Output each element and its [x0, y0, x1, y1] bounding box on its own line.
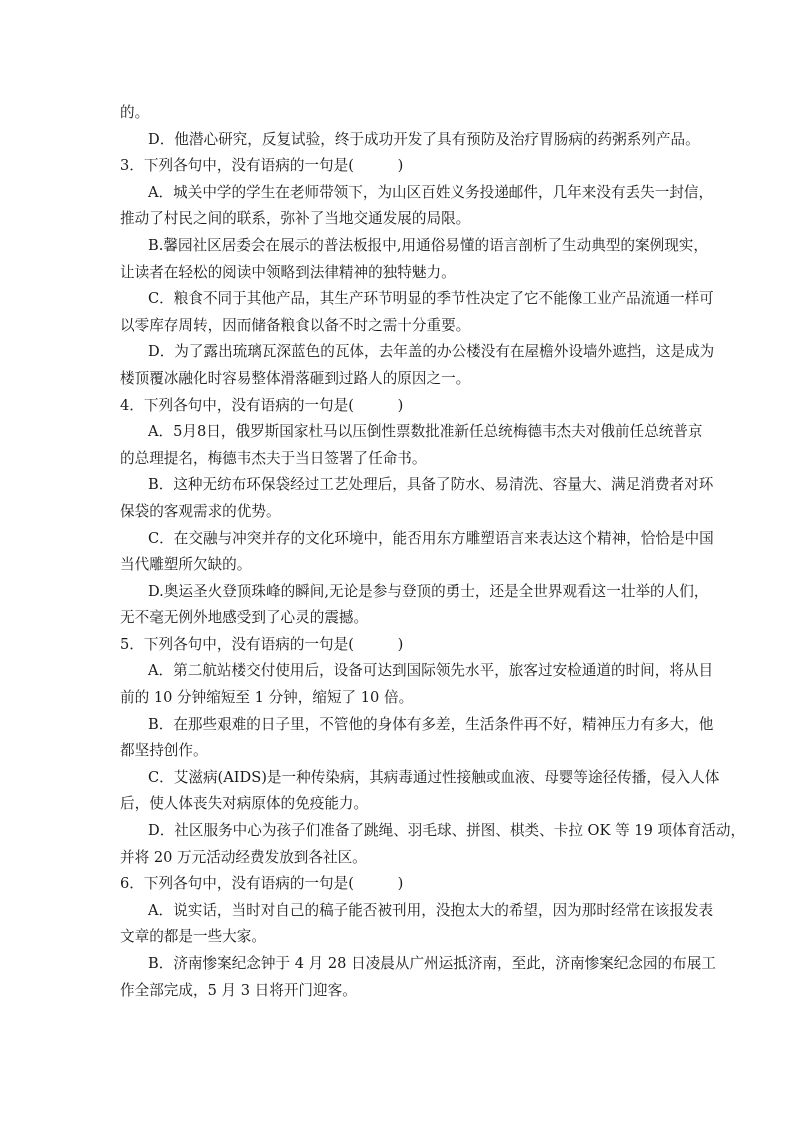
text-line: 并将 20 万元活动经费发放到各社区。 — [120, 848, 367, 866]
text-line: 的总理提名，梅德韦杰夫于当日签署了任命书。 — [120, 449, 427, 467]
text-line: C．粮食不同于其他产品，其生产环节明显的季节性决定了它不能像工业产品流通一样可 — [148, 290, 714, 308]
text-line: 都坚持创作。 — [120, 742, 208, 760]
text-line: C．艾滋病(AIDS)是一种传染病，其病毒通过性接触或血液、母婴等途径传播，侵入人体 — [148, 768, 720, 786]
text-line: B．济南惨案纪念钟于 4 月 28 日凌晨从广州运抵济南，至此，济南惨案纪念园的布展工 — [148, 955, 716, 972]
text-line: B．这种无纺布环保袋经过工艺处理后，具备了防水、易清洗、容量大、满足消费者对环 — [148, 476, 714, 494]
text-line: A．第二航站楼交付使用后，设备可达到国际领先水平，旅客过安检通道的时间，将从目 — [148, 662, 714, 680]
text-line: 3．下列各句中，没有语病的一句是( ) — [120, 157, 404, 175]
text-line: 的。 — [120, 104, 150, 121]
text-line: D．他潜心研究，反复试验，终于成功开发了具有预防及治疗胃肠病的药粥系列产品。 — [148, 130, 700, 148]
text-line: 楼顶覆冰融化时容易整体滑落砸到过路人的原因之一。 — [120, 369, 471, 387]
text-line: 后，使人体丧失对病原体的免疫能力。 — [120, 795, 369, 813]
text-line: 4．下列各句中，没有语病的一句是( ) — [120, 396, 404, 414]
text-line: D．社区服务中心为孩子们准备了跳绳、羽毛球、拼图、棋类、卡拉 OK 等 19 项体育活动， — [148, 822, 746, 840]
text-line: 保袋的客观需求的优势。 — [120, 502, 281, 520]
text-line: 前的 10 分钟缩短至 1 分钟，缩短了 10 倍。 — [120, 689, 414, 707]
text-line: A．说实话，当时对自己的稿子能否被刊用，没抱太大的希望，因为那时经常在该报发表 — [148, 901, 714, 919]
text-line: 当代雕塑所欠缺的。 — [120, 556, 252, 574]
text-line: B．在那些艰难的日子里，不管他的身体有多差，生活条件再不好，精神压力有多大，他 — [148, 715, 714, 733]
text-line: 5．下列各句中，没有语病的一句是( ) — [120, 635, 404, 653]
text-line: 作全部完成，5 月 3 日将开门迎客。 — [120, 981, 357, 999]
text-line: 无不毫无例外地感受到了心灵的震撼。 — [120, 609, 369, 627]
text-line: D．为了露出琉璃瓦深蓝色的瓦体，去年盖的办公楼没有在屋檐外设墙外遮挡，这是成为 — [148, 343, 715, 361]
text-line: A．城关中学的学生在老师带领下，为山区百姓义务投递邮件，几年来没有丢失一封信， — [148, 183, 714, 201]
text-line: B.馨园社区居委会在展示的普法板报中,用通俗易懂的语言剖析了生动典型的案例现实， — [148, 236, 708, 254]
text-line: 文章的都是一些大家。 — [120, 928, 266, 946]
text-line: 6．下列各句中，没有语病的一句是( ) — [120, 875, 404, 893]
text-line: 让读者在轻松的阅读中领略到法律精神的独特魅力。 — [120, 263, 456, 281]
text-line: D.奥运圣火登顶珠峰的瞬间,无论是参与登顶的勇士，还是全世界观看这一壮举的人们， — [148, 582, 709, 600]
text-line: 以零库存周转，因而储备粮食以备不时之需十分重要。 — [120, 316, 471, 334]
text-line: C．在交融与冲突并存的文化环境中，能否用东方雕塑语言来表达这个精神，恰恰是中国 — [148, 529, 714, 547]
document-page — [120, 100, 746, 1004]
text-line: 推动了村民之间的联系，弥补了当地交通发展的局限。 — [120, 210, 471, 228]
text-line: A．5月8日，俄罗斯国家杜马以压倒性票数批准新任总统梅德韦杰夫对俄前任总统普京 — [148, 423, 703, 441]
